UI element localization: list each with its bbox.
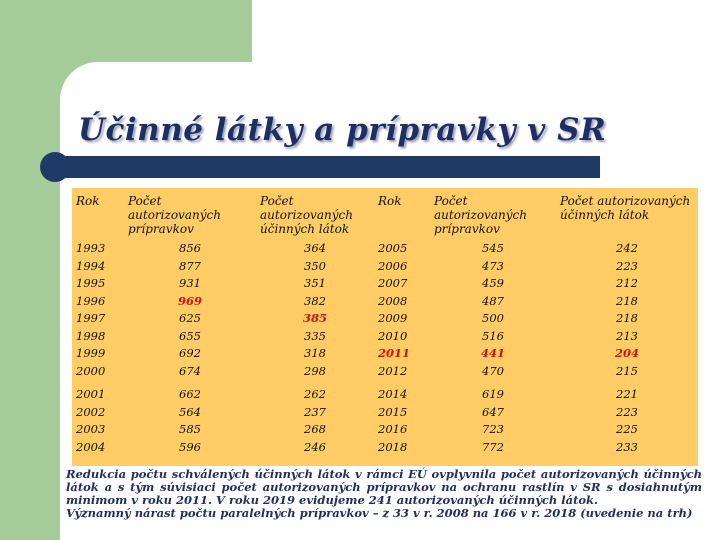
cell-p2: 545 — [482, 241, 504, 255]
table-row — [72, 404, 698, 422]
cell-p1: 564 — [179, 404, 201, 419]
table-row — [72, 310, 698, 328]
header-rok-right: Rok — [378, 194, 402, 208]
cell-p2: 487 — [482, 293, 504, 308]
cell-y2: 2016 — [378, 422, 408, 436]
cell-p2: 441 — [480, 346, 505, 360]
cell-y1: 1996 — [76, 293, 106, 308]
cell-p1: 662 — [179, 387, 201, 401]
cell-y2: 2008 — [378, 293, 408, 308]
cell-l2: 218 — [616, 311, 638, 325]
cell-y1: 1997 — [76, 311, 106, 325]
cell-y1: 1993 — [76, 241, 106, 255]
cell-p1: 877 — [179, 258, 201, 273]
cell-p2: 723 — [482, 422, 504, 436]
cell-y2: 2005 — [378, 241, 408, 255]
cell-p2: 470 — [482, 363, 504, 378]
cell-p1: 674 — [179, 363, 201, 378]
table-row — [72, 240, 698, 258]
title-underline-bar — [52, 156, 600, 178]
cell-l2: 223 — [616, 258, 638, 273]
cell-l1: 298 — [304, 363, 326, 378]
cell-p2: 516 — [482, 328, 504, 343]
cell-l2: 213 — [616, 328, 638, 343]
cell-l1: 268 — [304, 422, 326, 436]
cell-l2: 204 — [614, 346, 639, 360]
cell-l2: 223 — [616, 404, 638, 419]
cell-p1: 655 — [179, 328, 201, 343]
cell-l1: 318 — [304, 346, 326, 360]
cell-p2: 772 — [482, 439, 504, 454]
cell-l2: 242 — [616, 241, 638, 255]
cell-p2: 500 — [482, 311, 504, 325]
cell-p2: 647 — [482, 404, 504, 419]
cell-l1: 262 — [304, 387, 326, 401]
authorization-table — [72, 188, 698, 456]
cell-p1: 856 — [179, 241, 201, 255]
cell-l1: 385 — [302, 311, 327, 325]
table-row — [72, 293, 698, 311]
cell-y1: 2000 — [76, 363, 106, 378]
header-pripravky-right: Počet autorizovaných prípravkov — [434, 194, 527, 236]
cell-l1: 351 — [304, 276, 326, 290]
table-row — [72, 421, 698, 439]
cell-y1: 1998 — [76, 328, 106, 343]
header-pripravky-left: Počet autorizovaných prípravkov — [128, 194, 221, 236]
table-row — [72, 258, 698, 276]
table-row — [72, 363, 698, 381]
cell-l2: 215 — [616, 363, 638, 378]
cell-y1: 2001 — [76, 387, 106, 401]
cell-p2: 459 — [482, 276, 504, 290]
cell-l1: 364 — [304, 241, 326, 255]
cell-y1: 2004 — [76, 439, 106, 454]
cell-l1: 382 — [304, 293, 326, 308]
footer-line-2: Významný nárast počtu paralelných prípravkov – z 33 v r. 2008 na 166 v r. 2018 (uvedenie na trh) — [66, 506, 693, 520]
cell-l2: 221 — [616, 387, 638, 401]
cell-l1: 335 — [304, 328, 326, 343]
cell-p2: 619 — [482, 387, 504, 401]
table-row — [72, 380, 698, 404]
cell-l2: 225 — [616, 422, 638, 436]
cell-p1: 596 — [179, 439, 201, 454]
page-title: Účinné látky a prípravky v SR — [78, 112, 607, 148]
table-row — [72, 345, 698, 363]
header-latky-left: Počet autorizovaných účinných látok — [260, 194, 353, 236]
cell-l1: 237 — [304, 404, 326, 419]
cell-l2: 233 — [616, 439, 638, 454]
header-latky-right: Počet autorizovaných účinných látok — [560, 194, 691, 222]
table-row — [72, 439, 698, 457]
cell-y2: 2018 — [378, 439, 408, 454]
cell-p1: 931 — [179, 276, 201, 290]
cell-p1: 969 — [177, 293, 202, 308]
cell-y2: 2009 — [378, 311, 408, 325]
cell-y1: 1995 — [76, 276, 106, 290]
cell-y2: 2014 — [378, 387, 408, 401]
footer-note — [66, 468, 702, 520]
table-row — [72, 328, 698, 346]
cell-y1: 1999 — [76, 346, 106, 360]
header-rok-left: Rok — [76, 194, 100, 208]
cell-l1: 350 — [304, 258, 326, 273]
cell-l2: 212 — [616, 276, 638, 290]
cell-y1: 2003 — [76, 422, 106, 436]
cell-y2: 2012 — [378, 363, 408, 378]
cell-p2: 473 — [482, 258, 504, 273]
cell-l2: 218 — [616, 293, 638, 308]
cell-p1: 625 — [179, 311, 201, 325]
table-body — [72, 240, 698, 456]
cell-y2: 2007 — [378, 276, 408, 290]
cell-y1: 1994 — [76, 258, 106, 273]
cell-y2: 2015 — [378, 404, 408, 419]
table-row — [72, 275, 698, 293]
cell-p1: 692 — [179, 346, 201, 360]
cell-y2: 2006 — [378, 258, 408, 273]
table-header-row — [72, 188, 698, 240]
cell-l1: 246 — [304, 439, 326, 454]
cell-y1: 2002 — [76, 404, 106, 419]
cell-y2: 2010 — [378, 328, 408, 343]
footer-line-1: Redukcia počtu schválených účinných látok v rámci EÚ ovplyvnila počet autorizovaných účinných látok a s tým súvisiaci počet autorizovaných prípravkov na ochranu rastlín v SR s dosiahnutým minimom v roku 2011. V roku 2019 evidujeme 241 autorizovaných účinných látok. — [66, 467, 702, 507]
cell-p1: 585 — [179, 422, 201, 436]
cell-y2: 2011 — [378, 346, 411, 360]
